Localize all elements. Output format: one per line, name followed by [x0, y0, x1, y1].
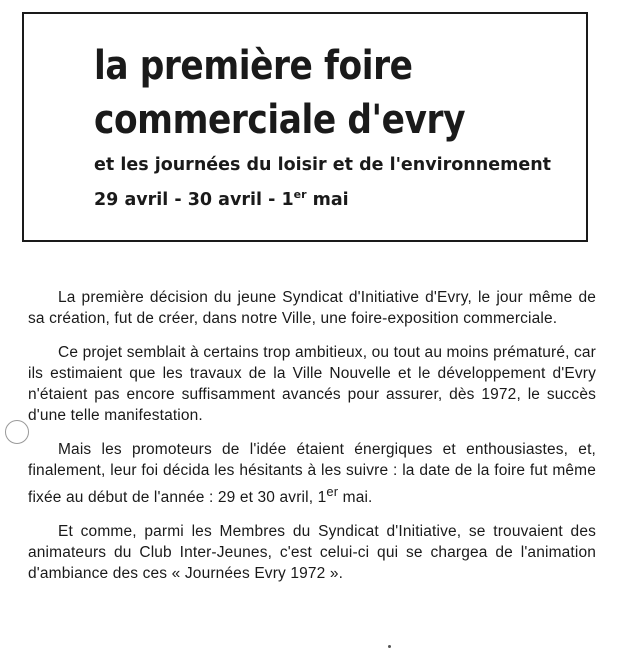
paragraph-2: Ce projet semblait à certains trop ambitieux, ou tout au moins prématuré, car ils estimaient que les travaux de la Ville Nouvelle et le développement d'Evry n'étaient pas encore suffisamment avancés pour assurer, dès 1972, le succès d'une telle manifestation. — [28, 344, 596, 424]
title-box — [22, 12, 588, 242]
event-dates-end: mai — [306, 190, 349, 210]
subtitle: et les journées du loisir et de l'environnement — [94, 155, 552, 175]
paragraph-1: La première décision du jeune Syndicat d'Initiative d'Evry, le jour même de sa création, fut de créer, dans notre Ville, une foire-exposition commerciale. — [28, 289, 596, 327]
article-body — [28, 287, 596, 597]
paragraph-3-main: Mais les promoteurs de l'idée étaient énergiques et enthousiastes, et, finalement, leur foi décida les hésitants à les suivre : la date de la foire fut même fixée au début de l'année : 29 et 30 avril, 1 — [28, 441, 596, 507]
paper-speck — [388, 645, 391, 648]
paragraph-4: Et comme, parmi les Membres du Syndicat d'Initiative, se trouvaient des animateurs du Club Inter-Jeunes, c'est celui-ci qui se chargea de l'animation d'ambiance des ces « Journées Evry 1972 ». — [28, 523, 596, 583]
event-dates-main: 29 avril - 30 avril - 1 — [94, 190, 294, 210]
page-title-line-1: la première foire — [94, 43, 413, 89]
paragraph-3 — [28, 439, 596, 508]
event-dates — [94, 189, 349, 211]
page-title-line-2: commerciale d'evry — [94, 97, 466, 143]
event-dates-superscript: er — [293, 188, 307, 201]
punch-hole — [5, 420, 29, 444]
paragraph-3-superscript: er — [326, 484, 339, 499]
paragraph-3-end: mai. — [338, 489, 373, 507]
